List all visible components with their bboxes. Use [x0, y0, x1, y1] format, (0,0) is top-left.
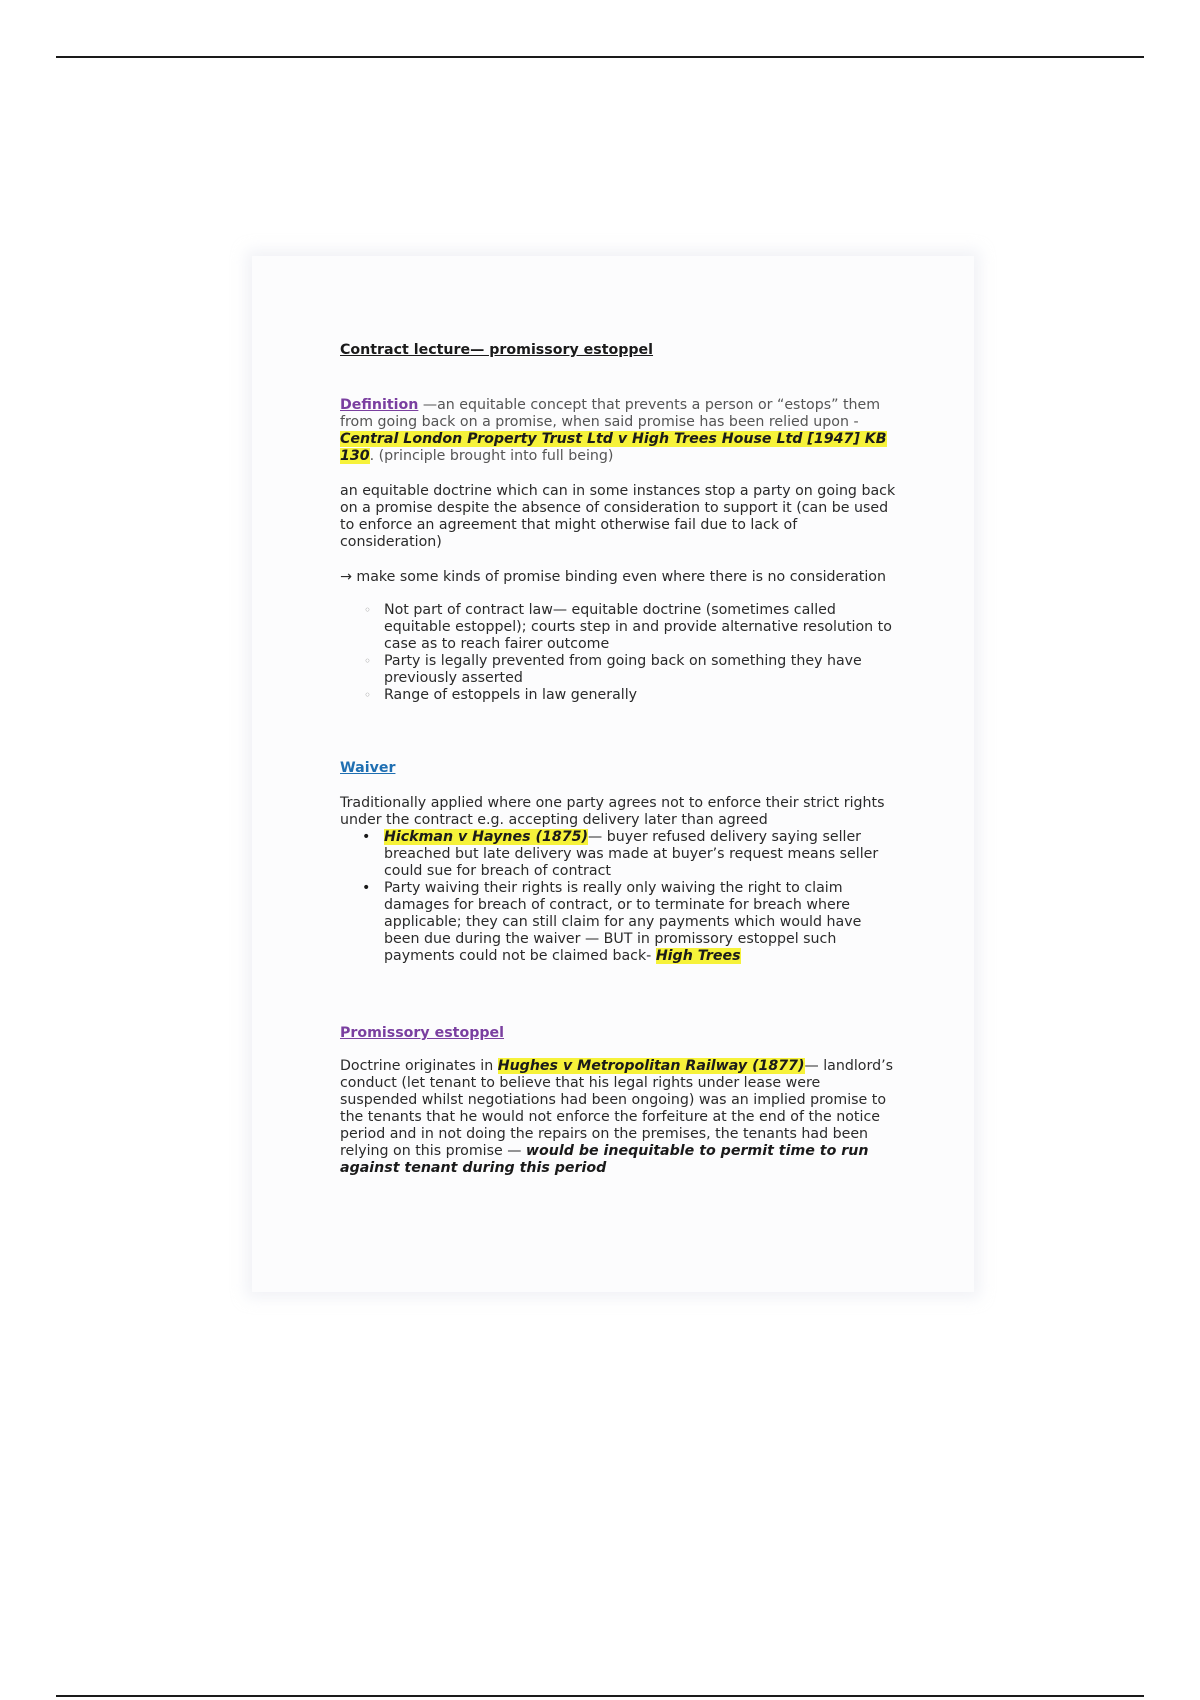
case-citation-high-trees: High Trees	[655, 948, 741, 964]
case-citation-high-trees: Central London Property Trust Ltd v High Trees House Ltd [1947] KB 130	[340, 431, 887, 464]
definition-text: —an equitable concept that prevents a person or “estops” them from going back on a promise, when said promise has been relied upon -	[340, 397, 881, 430]
promissory-paragraph	[340, 1058, 900, 1177]
doctrine-paragraph: an equitable doctrine which can in some instances stop a party on going back on a promise despite the absence of consideration to support it (can be used to enforce an agreement that might otherwise fail due to lack of consideration)	[340, 483, 896, 550]
promissory-lead: Doctrine originates in	[340, 1058, 498, 1074]
definition-paragraph	[340, 397, 900, 465]
list-item	[340, 880, 900, 965]
case-citation-hickman: Hickman v Haynes (1875)	[384, 829, 588, 845]
bottom-rule	[56, 1695, 1144, 1697]
list-item: ◦ Not part of contract law— equitable doctrine (sometimes called equitable estoppel); courts step in and provide alternative resolution to case as to reach fairer outcome	[340, 602, 900, 653]
binding-paragraph: → make some kinds of promise binding even where there is no consideration	[340, 569, 886, 585]
estoppel-points-list	[340, 602, 900, 704]
promissory-text: — landlord’s conduct (let tenant to believe that his legal rights under lease were suspended whilst negotiations had been ongoing) was an implied promise to the tenants that he would not enforce the forfeiture at the end of the notice period and in not doing the repairs on the premises, the tenants had been relying on this promise —	[340, 1058, 893, 1159]
list-item	[340, 829, 900, 880]
list-item: ◦ Range of estoppels in law generally	[340, 687, 900, 704]
promissory-conclusion: would be inequitable to permit time to run against tenant during this period	[340, 1143, 869, 1176]
waiver-point-text: Party waiving their rights is really only waiving the right to claim damages for breach of contract, or to terminate for breach where applicable; they can still claim for any payments which would have been due during the waiver — BUT in promissory estoppel such payments could not be claimed back-	[384, 880, 862, 964]
definition-after: . (principle brought into full being)	[369, 448, 614, 464]
waiver-point-text: — buyer refused delivery saying seller breached but late delivery was made at buyer’s request means seller could sue for breach of contract	[384, 829, 879, 879]
page-title: Contract lecture— promissory estoppel	[340, 342, 654, 358]
waiver-points-list	[340, 829, 900, 965]
case-citation-hughes: Hughes v Metropolitan Railway (1877)	[497, 1058, 805, 1074]
waiver-intro: Traditionally applied where one party agrees not to enforce their strict rights under the contract e.g. accepting delivery later than agreed	[340, 795, 885, 828]
list-item: ◦ Party is legally prevented from going back on something they have previously asserted	[340, 653, 900, 687]
waiver-heading: Waiver	[340, 760, 396, 776]
definition-label: Definition	[340, 397, 419, 413]
top-rule	[56, 56, 1144, 58]
promissory-heading: Promissory estoppel	[340, 1025, 505, 1041]
document-content	[340, 342, 900, 1177]
